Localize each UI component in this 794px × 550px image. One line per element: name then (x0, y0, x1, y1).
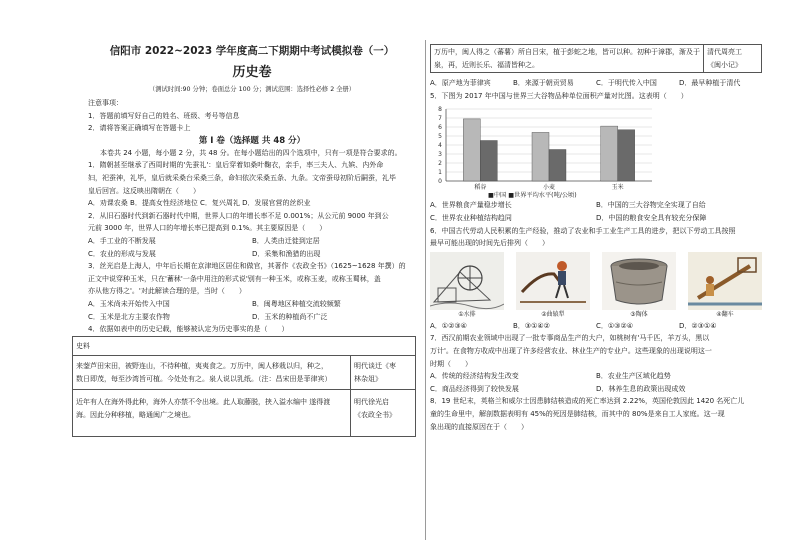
y-tick-label: 8 (438, 106, 442, 114)
q7-option-a: A．传统的经济结构发生改变 (430, 372, 519, 381)
q3-line: 亦从他方得之'。'对此解读合理的是，当时（ ） (88, 287, 246, 296)
y-tick-label: 0 (438, 178, 442, 186)
column-divider (425, 40, 426, 540)
tool-caption: ②曲辕犁 (541, 310, 565, 318)
table-cell-source (351, 356, 416, 390)
table-row (431, 45, 762, 73)
pottery-vessel-illustration (602, 252, 676, 310)
q1-line: 1．隋朝甚至继承了西周时期的'先蚕礼'：皇后穿着如桑叶鞠衣，亲手，率三夫人、九嫔、内外命 (88, 161, 384, 170)
q3-option-b: B．闽粤地区种植交流较频繁 (252, 299, 341, 308)
tool-caption: ③陶体 (630, 310, 648, 318)
q3-option-a: A．玉米尚未开始传入中国 (88, 299, 170, 308)
chart-legend: ■中国 ■世界平均水平(吨/公顷) (488, 192, 577, 200)
q6-line: 6．中国古代劳动人民积累的生产经验，推动了农业和手工业生产工具的进步，把以下劳动工具按照 (430, 226, 736, 235)
q1-options: A．劝课农桑 B．提高女性经济地位 C．复兴周礼 D．发展官营的丝织业 (88, 199, 311, 208)
q4-options-row (430, 77, 762, 90)
plow-figure (516, 252, 590, 320)
q6-option-d: D．②③①④ (679, 321, 717, 330)
bar (463, 119, 480, 181)
q4-option-a: A．原产地为菲律宾 (430, 79, 491, 88)
q6-line: 最早可能出现的时间先后排列（ ） (430, 239, 549, 248)
tool-caption: ④翻车 (716, 310, 734, 318)
cell-line: 近年有人在海外得此种，海外人亦禁不令出境。此人取藤脱，挟入溢水编中 遂得渡 (76, 398, 331, 407)
cell-line: 《闽小记》 (707, 60, 742, 69)
q4-option-d: D．最早种植于清代 (679, 79, 741, 88)
chain-pump-figure (688, 252, 762, 320)
section-title: 第 I 卷（选择题 共 48 分） (198, 135, 306, 146)
x-tick-label: 玉米 (611, 184, 624, 192)
section-intro: 本卷共 24 小题，每小题 2 分，共 48 分。在每小题给出的四个选项中，只有一项是符合要求的。 (100, 148, 402, 157)
bar (532, 133, 549, 182)
exam-meta: （测试时间:90 分钟；卷面总分 100 分；测试范围：选择性必修 2 全册） (148, 86, 356, 93)
q7-option-b: B．农业生产区域化趋势 (596, 372, 671, 381)
q7-line: 7．西汉前期农业领域中出现了一批专事商品生产的大户，如桃树有'马千匹，羊万头，黑以 (430, 334, 710, 343)
table-cell-text (73, 390, 351, 436)
q5-option-c: C．世界农业种植结构趋同 (430, 213, 512, 222)
q8-line: 象出现的直接原因在于（ ） (430, 422, 528, 431)
q5-option-d: D．中国的粮食安全具有较充分保障 (596, 213, 707, 222)
bar (618, 130, 635, 181)
y-tick-label: 5 (438, 133, 442, 141)
exam-title: 信阳市 2022~2023 学年度高二下期期中考试模拟卷（一） (109, 45, 395, 57)
note-item: 2．请将答案正确填写在答题卡上 (88, 124, 191, 133)
y-tick-label: 3 (438, 151, 442, 159)
curved-plow-illustration (516, 252, 590, 310)
q5-option-a: A．世界粮食产量稳步增长 (430, 201, 512, 210)
q4-option-c: C．于明代传入中国 (596, 79, 657, 88)
subject-title: 历史卷 (232, 65, 272, 80)
notes-title: 注意事项： (88, 99, 123, 107)
pottery-figure (602, 252, 676, 320)
q3-options-row (88, 298, 416, 311)
q5-stem: 5．下图为 2017 年中国与世界三大谷物品种单位面积产量对比图。这表明（ ） (430, 91, 688, 100)
y-tick-label: 4 (438, 142, 442, 150)
bar (601, 126, 618, 181)
y-tick-label: 6 (438, 124, 442, 132)
note-item: 1．答题前填写好自己的姓名、班级、考号等信息 (88, 111, 240, 120)
q3-option-d: D．玉米的种植尚不广泛 (252, 312, 328, 321)
q7-option-d: D．林养生息的政策出现成效 (596, 384, 686, 393)
q2-option-d: D．采集和渔猎的出现 (252, 249, 321, 258)
q4-stem: 4．依据如表中的历史记载，能够被认定为历史事实的是（ ） (88, 325, 289, 334)
q1-line: 皇后回宫。这反映出隋朝在（ ） (88, 186, 200, 195)
q4-table-header: 史料 (73, 336, 416, 356)
water-pump-illustration (430, 252, 504, 310)
table-cell-source (351, 390, 416, 436)
q5-options-row (430, 212, 762, 225)
q8-line: 童的生命里中，解剖数据表明有 45%的死因是肺结核，而其中的 80%是来自工人家庭。这一现 (430, 409, 725, 418)
left-column (76, 44, 416, 437)
q3-line: 3．丝光启是上海人，中年后长期在京津地区居住和做官，其著作《农政全书》（1625~1628 年撰）的 (88, 262, 406, 271)
y-tick-label: 2 (438, 160, 442, 168)
yield-bar-chart (430, 103, 660, 199)
table-row (73, 356, 416, 390)
q3-line: 正文中说穿种玉米，只在'蓄秫'一条中用注的形式说'别有一种玉米，或称玉麦，或称玉蜀秫，盖 (88, 274, 381, 283)
q4-option-b: B．来源于朝贡贸易 (513, 79, 574, 88)
cell-line: 明代徐光启 (354, 398, 389, 407)
cell-line: 明代谈迁《枣 (354, 362, 396, 371)
q8-line: 8．19 世纪末，英格兰和威尔士因患肺结核造成的死亡率达到 2.22%，英国伦敦因此 1420 名死亡儿 (430, 397, 745, 406)
table-cell-source (704, 45, 762, 73)
q2-line: 2．从旧石器时代到新石器时代中期，世界人口的年增长率不足 0.001%；从公元前 9000 年到公 (88, 211, 389, 220)
q2-options-row (88, 235, 416, 248)
cell-line: 《农政全书》 (354, 411, 396, 420)
bar (549, 150, 566, 182)
cell-line: 清代周亮工 (707, 48, 742, 56)
q7-line: 万计'。在食物方收成中出现了许多经营农业、林业生产的专业户。这些现象的出现说明这一 (430, 346, 712, 355)
tool-images (430, 252, 762, 320)
q4-table-continued (430, 44, 762, 73)
q6-options-row (430, 320, 762, 333)
cell-line: 来蓥芦田宋田，被野连山，不待种植，夷夷食之。万历中，闽人移栽以归，种之， (76, 362, 328, 371)
right-column (430, 44, 762, 433)
table-cell-text (431, 45, 704, 73)
q7-option-c: C．商品经济得到了较快发展 (430, 384, 519, 393)
q2-option-c: C．农业的形成与发展 (88, 249, 156, 258)
cell-line: 林杂俎》 (354, 374, 382, 383)
q6-option-c: C．①③②④ (596, 321, 633, 330)
bar (480, 141, 497, 182)
q5-options-row (430, 199, 762, 212)
q3-option-c: C．玉米是北方主要农作物 (88, 312, 170, 321)
cell-line: 海。因此分种移植，略通闽广之境也。 (76, 411, 195, 420)
cell-line: 数日即茂，每至沙湾旨可植。今处处有之。泉人说以乳纸。（注：昌宋田是菲律宾） (76, 374, 332, 383)
q5-option-b: B．中国的三大谷物完全实现了自给 (596, 201, 706, 210)
q7-options-row (430, 370, 762, 383)
q2-line: 元前 3000 年，世界人口的年增长率已提高到 0.1%。其主要原因是（ ） (88, 224, 327, 233)
cell-line: 泉，再，近则长乐、福清皆种之。 (434, 60, 539, 69)
y-tick-label: 7 (438, 115, 442, 123)
table-cell-text (73, 356, 351, 390)
x-tick-label: 稻谷 (474, 184, 487, 192)
q6-option-b: B．③①④② (513, 321, 550, 330)
x-tick-label: 小麦 (542, 184, 556, 192)
q2-option-a: A．手工业的不断发展 (88, 236, 156, 245)
tool-caption: ①水排 (458, 310, 476, 318)
q2-options-row (88, 248, 416, 261)
chain-pump-illustration (688, 252, 762, 310)
q7-line: 时期（ ） (430, 359, 472, 368)
q6-option-a: A．①②③④ (430, 321, 467, 330)
q4-table (72, 336, 416, 437)
q2-option-b: B．人类由迁徙到定居 (252, 236, 320, 245)
table-row (73, 390, 416, 436)
q1-line: 妇，祀蚕神，礼毕，皇后就采桑台采桑三条，命妇依次采桑五条、九条。文帝蚕母初阶后嗣蚕，礼毕 (88, 173, 396, 182)
q7-options-row (430, 383, 762, 396)
cell-line: 万历中，闽人得之（蕃薯）所自吕宋，植于彭蛇之地，皆可以种。初种于漳郡，渐及于 (434, 48, 700, 56)
q3-options-row (88, 311, 416, 324)
y-tick-label: 1 (438, 169, 442, 177)
water-pump-figure (430, 252, 504, 320)
